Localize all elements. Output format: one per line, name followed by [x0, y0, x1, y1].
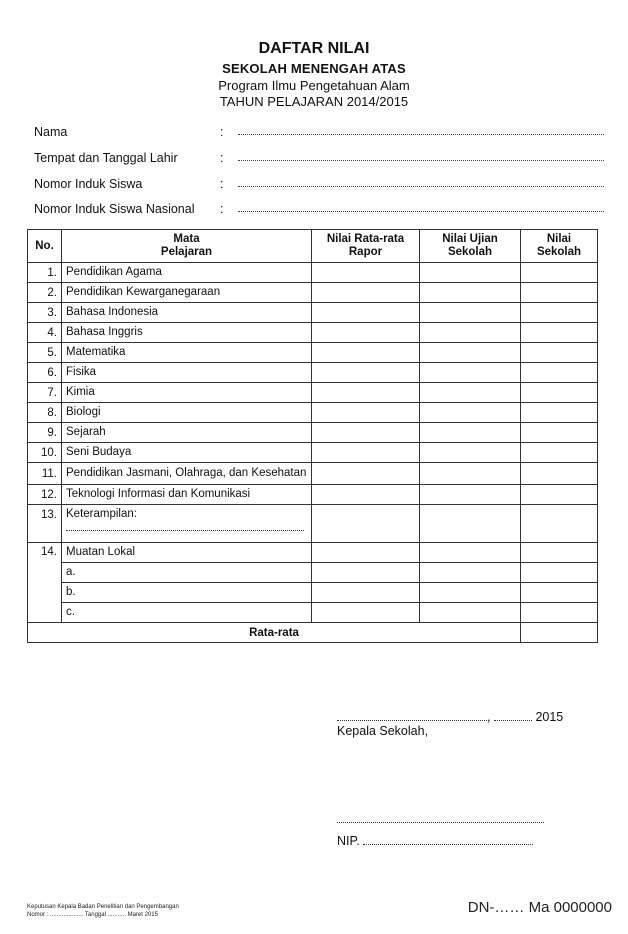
field-dotted-line — [238, 134, 604, 135]
field-nisn[interactable] — [34, 202, 604, 220]
signature-role: Kepala Sekolah, — [337, 724, 429, 738]
row-number: 10. — [28, 443, 62, 463]
subject-name: Bahasa Indonesia — [62, 303, 312, 323]
nilai-sekolah-cell[interactable] — [521, 583, 598, 603]
average-row — [28, 623, 598, 643]
ujian-cell[interactable] — [420, 563, 521, 583]
sub-row-label: b. — [62, 583, 312, 603]
subject-keterampilan — [62, 505, 312, 543]
subject-name: Keterampilan: — [66, 508, 137, 520]
sub-row-label: c. — [62, 603, 312, 623]
rapor-cell[interactable] — [312, 263, 420, 283]
rapor-cell[interactable] — [312, 403, 420, 423]
field-dotted-line — [238, 211, 604, 212]
ujian-cell[interactable] — [420, 423, 521, 443]
ujian-cell[interactable] — [420, 505, 521, 543]
field-label: Nama — [34, 125, 68, 139]
rapor-cell[interactable] — [312, 383, 420, 403]
rapor-cell[interactable] — [312, 603, 420, 623]
col-header-subject: Mata Pelajaran — [62, 230, 312, 263]
subject-name: Kimia — [62, 383, 312, 403]
ujian-cell[interactable] — [420, 443, 521, 463]
nilai-sekolah-cell[interactable] — [521, 343, 598, 363]
table-row — [28, 263, 598, 283]
table-row — [28, 423, 598, 443]
ujian-cell[interactable] — [420, 283, 521, 303]
rapor-cell[interactable] — [312, 303, 420, 323]
table-row — [28, 383, 598, 403]
signature-date: , 2015 — [337, 710, 577, 724]
rapor-cell[interactable] — [312, 505, 420, 543]
col-header-ujian: Nilai Ujian Sekolah — [420, 230, 521, 263]
row-number: 14. — [28, 543, 62, 623]
nilai-sekolah-cell[interactable] — [521, 383, 598, 403]
table-sub-row — [28, 563, 598, 583]
field-nomor-induk-siswa[interactable] — [34, 177, 604, 195]
row-number: 8. — [28, 403, 62, 423]
footer-decree-number: Nomor : .................... Tanggal ........... Maret 2015 — [27, 912, 158, 918]
row-number: 13. — [28, 505, 62, 543]
ujian-cell[interactable] — [420, 403, 521, 423]
nilai-sekolah-cell[interactable] — [521, 563, 598, 583]
rapor-cell[interactable] — [312, 423, 420, 443]
nilai-sekolah-cell[interactable] — [521, 323, 598, 343]
row-number: 1. — [28, 263, 62, 283]
table-header-row — [28, 230, 598, 263]
program-name: Program Ilmu Pengetahuan Alam — [218, 78, 410, 93]
table-row — [28, 485, 598, 505]
field-nama[interactable] — [34, 125, 604, 143]
nilai-sekolah-cell[interactable] — [521, 543, 598, 563]
nip-fill-line[interactable] — [363, 844, 533, 845]
grades-table — [27, 229, 598, 643]
field-colon: : — [220, 151, 224, 165]
nilai-sekolah-cell[interactable] — [521, 603, 598, 623]
row-number: 3. — [28, 303, 62, 323]
row-number: 6. — [28, 363, 62, 383]
table-row — [28, 403, 598, 423]
average-label: Rata-rata — [28, 623, 521, 643]
subject-name: Teknologi Informasi dan Komunikasi — [62, 485, 312, 505]
rapor-cell[interactable] — [312, 343, 420, 363]
keterampilan-fill-line[interactable] — [66, 530, 304, 531]
ujian-cell[interactable] — [420, 603, 521, 623]
signature-nip: NIP. — [337, 834, 533, 848]
table-row — [28, 303, 598, 323]
field-label: Tempat dan Tanggal Lahir — [34, 151, 178, 165]
ujian-cell[interactable] — [420, 363, 521, 383]
field-colon: : — [220, 202, 224, 216]
document-code: DN-…… Ma 0000000 — [467, 899, 612, 916]
field-dotted-line — [238, 160, 604, 161]
ujian-cell[interactable] — [420, 383, 521, 403]
rapor-cell[interactable] — [312, 283, 420, 303]
table-row — [28, 505, 598, 543]
document-title: DAFTAR NILAI — [258, 40, 370, 57]
subject-name: Bahasa Inggris — [62, 323, 312, 343]
table-row — [28, 543, 598, 563]
signature-line[interactable] — [337, 822, 544, 823]
subject-name: Muatan Lokal — [62, 543, 312, 563]
rapor-cell[interactable] — [312, 563, 420, 583]
row-number: 4. — [28, 323, 62, 343]
nilai-sekolah-cell[interactable] — [521, 463, 598, 485]
ujian-cell[interactable] — [420, 485, 521, 505]
ujian-cell[interactable] — [420, 543, 521, 563]
field-tempat-tanggal-lahir[interactable] — [34, 151, 604, 169]
field-label: Nomor Induk Siswa — [34, 177, 143, 191]
row-number: 11. — [28, 463, 62, 485]
table-sub-row — [28, 603, 598, 623]
rapor-cell[interactable] — [312, 463, 420, 485]
nilai-sekolah-cell[interactable] — [521, 283, 598, 303]
nilai-sekolah-cell[interactable] — [521, 263, 598, 283]
table-row — [28, 443, 598, 463]
subject-name: Sejarah — [62, 423, 312, 443]
field-dotted-line — [238, 186, 604, 187]
ujian-cell[interactable] — [420, 303, 521, 323]
row-number: 5. — [28, 343, 62, 363]
subject-name: Pendidikan Agama — [62, 263, 312, 283]
row-number: 9. — [28, 423, 62, 443]
nilai-sekolah-cell[interactable] — [521, 505, 598, 543]
date-fill-line[interactable] — [494, 720, 532, 721]
field-colon: : — [220, 177, 224, 191]
footer-decree: Keputusan Kepala Badan Penelitian dan Pengembangan — [27, 904, 179, 910]
rapor-cell[interactable] — [312, 323, 420, 343]
table-row — [28, 343, 598, 363]
sub-row-label: a. — [62, 563, 312, 583]
table-row — [28, 283, 598, 303]
subject-name: Biologi — [62, 403, 312, 423]
rapor-cell[interactable] — [312, 543, 420, 563]
ujian-cell[interactable] — [420, 263, 521, 283]
academic-year: TAHUN PELAJARAN 2014/2015 — [219, 94, 409, 109]
row-number: 7. — [28, 383, 62, 403]
subject-name: Pendidikan Jasmani, Olahraga, dan Kesehatan — [62, 463, 312, 485]
ujian-cell[interactable] — [420, 463, 521, 485]
nilai-sekolah-cell[interactable] — [521, 485, 598, 505]
row-number: 12. — [28, 485, 62, 505]
field-colon: : — [220, 125, 224, 139]
subject-name: Fisika — [62, 363, 312, 383]
nilai-sekolah-cell[interactable] — [521, 363, 598, 383]
table-row — [28, 323, 598, 343]
ujian-cell[interactable] — [420, 323, 521, 343]
rapor-cell[interactable] — [312, 363, 420, 383]
rapor-cell[interactable] — [312, 583, 420, 603]
row-number: 2. — [28, 283, 62, 303]
ujian-cell[interactable] — [420, 583, 521, 603]
rapor-cell[interactable] — [312, 485, 420, 505]
table-sub-row — [28, 583, 598, 603]
field-label: Nomor Induk Siswa Nasional — [34, 202, 195, 216]
col-header-no: No. — [28, 230, 62, 263]
nilai-sekolah-cell[interactable] — [521, 443, 598, 463]
rapor-cell[interactable] — [312, 443, 420, 463]
place-fill-line[interactable] — [337, 720, 487, 721]
col-header-nilai-sekolah: Nilai Sekolah — [521, 230, 598, 263]
nilai-sekolah-cell[interactable] — [521, 403, 598, 423]
school-level: SEKOLAH MENENGAH ATAS — [222, 61, 406, 76]
subject-name: Pendidikan Kewarganegaraan — [62, 283, 312, 303]
table-row — [28, 463, 598, 485]
col-header-rapor: Nilai Rata-rata Rapor — [312, 230, 420, 263]
nilai-sekolah-cell[interactable] — [521, 423, 598, 443]
average-cell[interactable] — [521, 623, 598, 643]
subject-name: Matematika — [62, 343, 312, 363]
ujian-cell[interactable] — [420, 343, 521, 363]
nilai-sekolah-cell[interactable] — [521, 303, 598, 323]
table-row — [28, 363, 598, 383]
subject-name: Seni Budaya — [62, 443, 312, 463]
